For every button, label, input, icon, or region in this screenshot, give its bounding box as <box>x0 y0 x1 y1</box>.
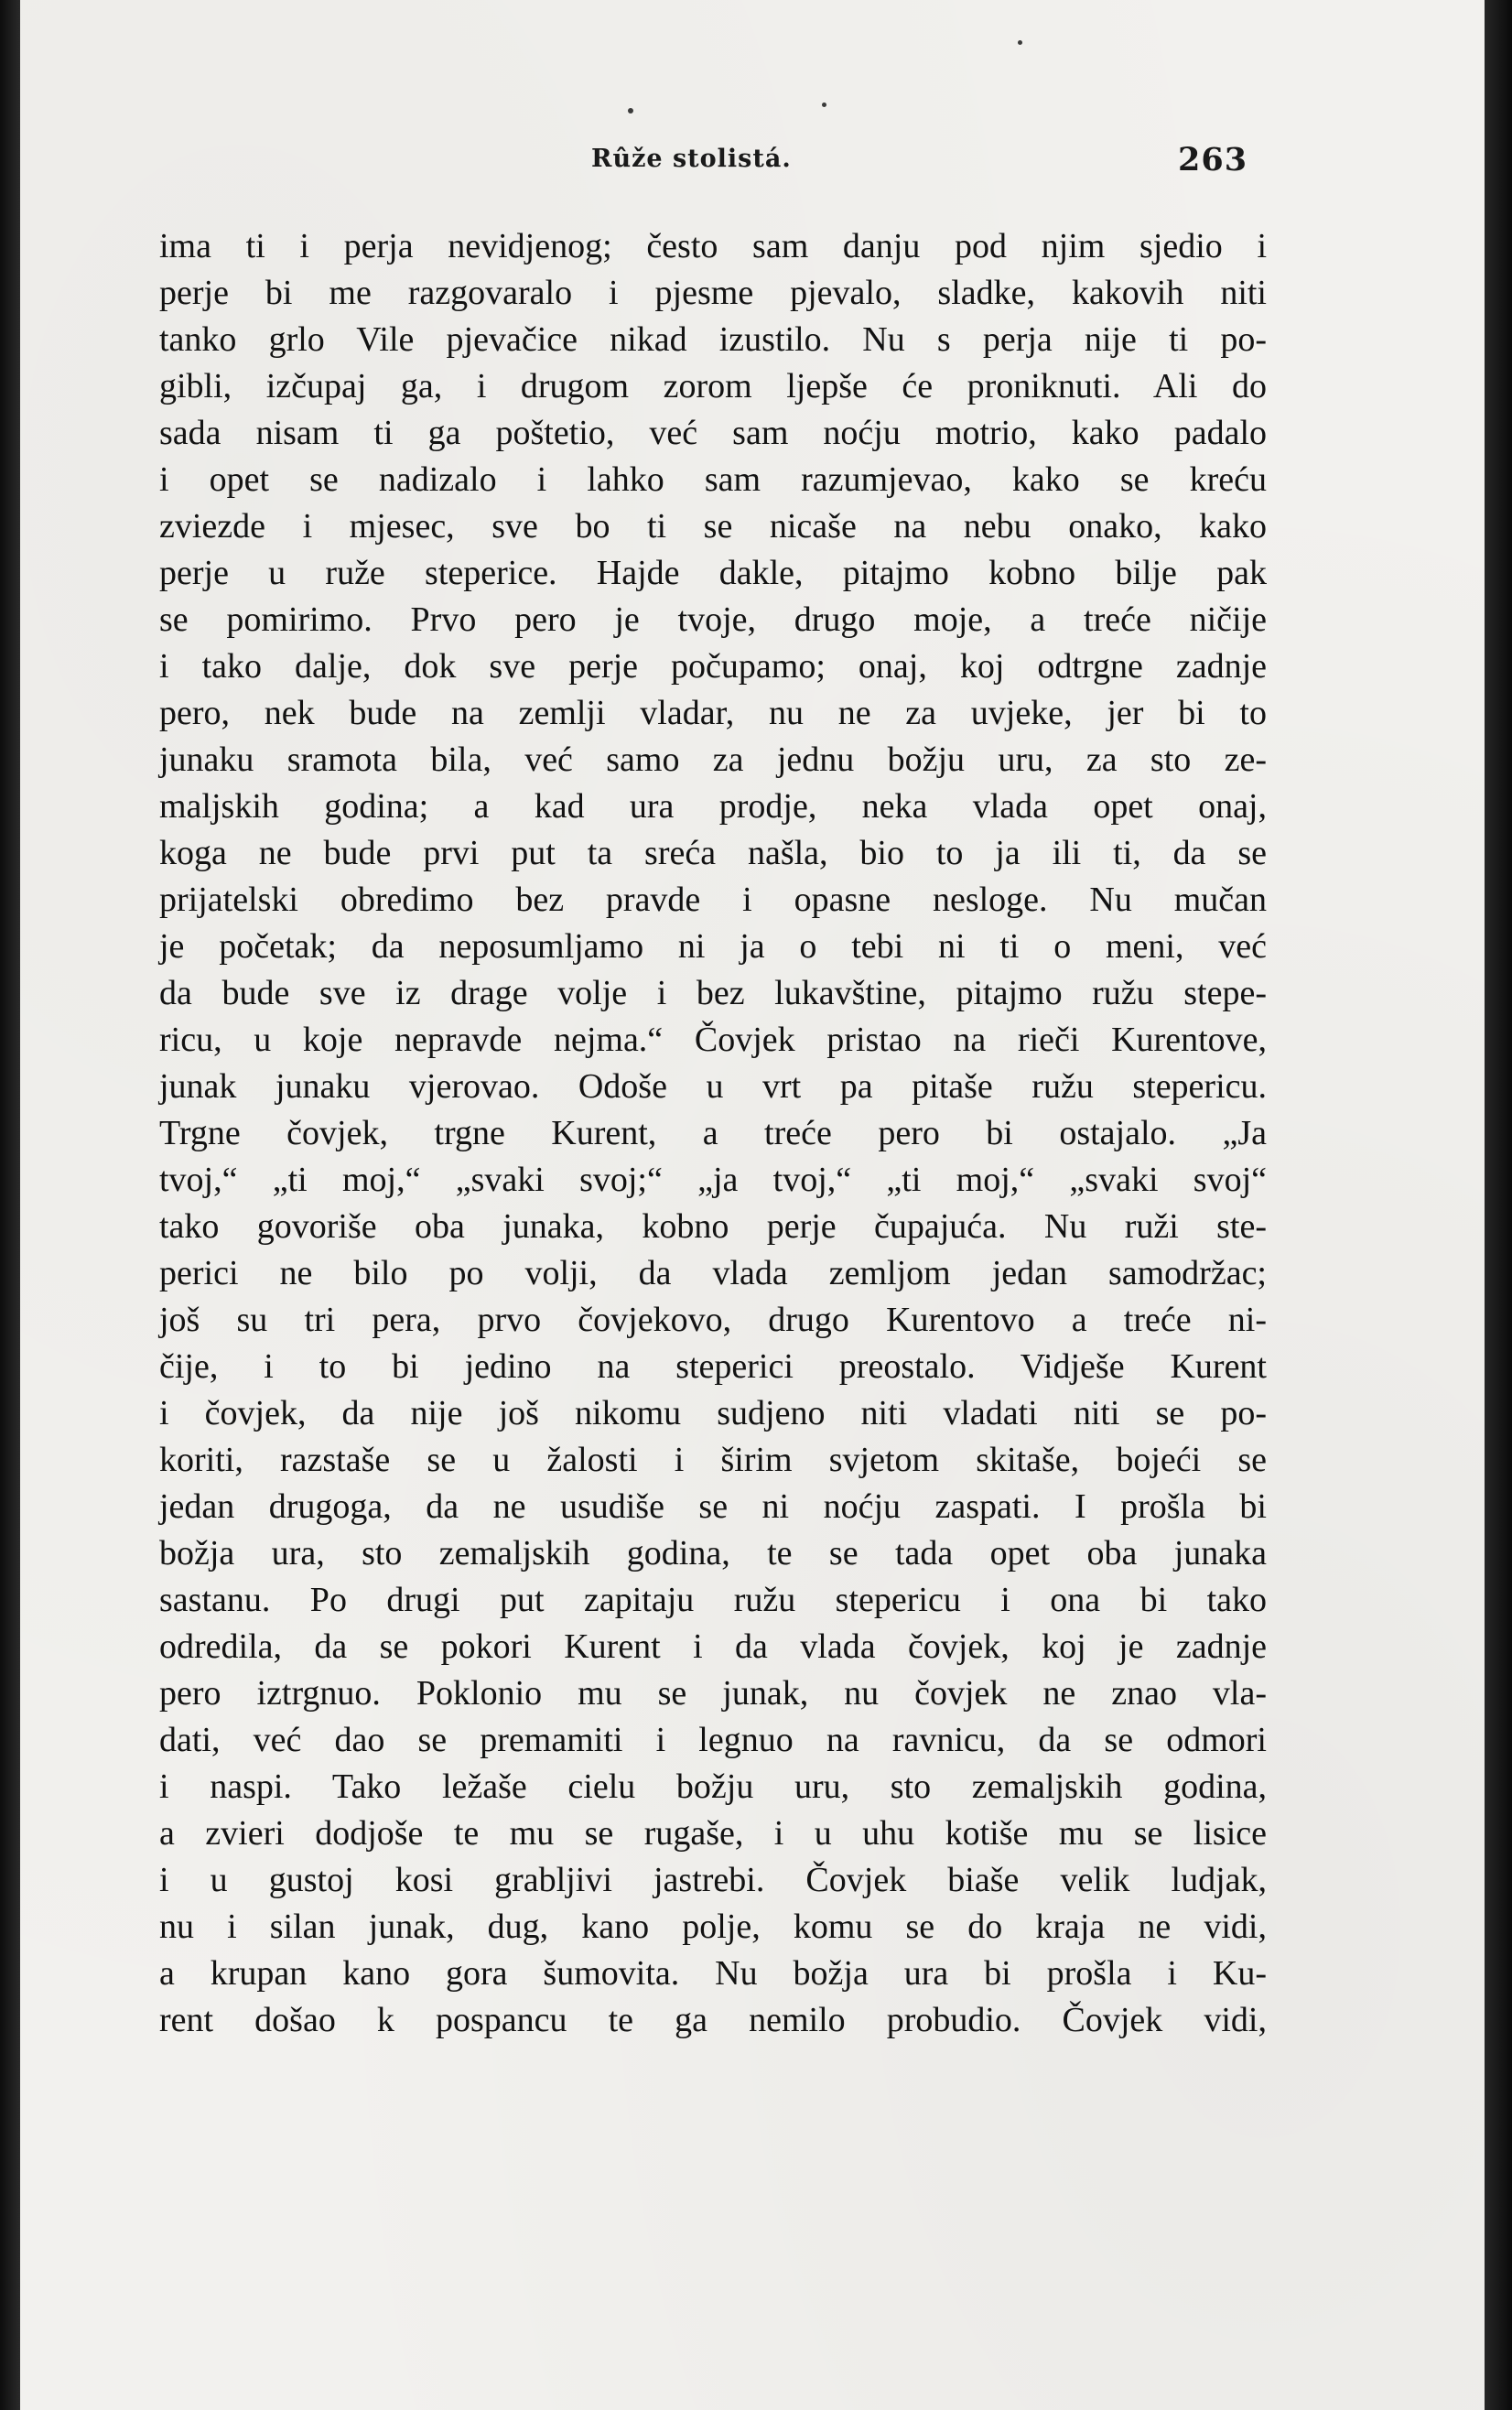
text-line: pero iztrgnuo. Poklonio mu se junak, nu čovjek ne znao vla- <box>159 1674 1267 1713</box>
text-line: tvoj,“ „ti moj,“ „svaki svoj;“ „ja tvoj,“ „ti moj,“ „svaki svoj“ <box>159 1161 1267 1199</box>
text-line: nu i silan junak, dug, kano polje, komu se do kraja ne vidi, <box>159 1907 1267 1946</box>
running-title: Rûže stolistá. <box>591 145 792 173</box>
text-line: koriti, razstaše se u žalosti i širim svjetom skitaše, bojeći se <box>159 1441 1267 1479</box>
ink-speck <box>1018 40 1022 45</box>
text-line: gibli, izčupaj ga, i drugom zorom ljepše će proniknuti. Ali do <box>159 367 1267 405</box>
text-line: tako govoriše oba junaka, kobno perje čupajuća. Nu ruži ste- <box>159 1207 1267 1246</box>
ink-speck <box>628 108 633 113</box>
page-number: 263 <box>1178 141 1248 178</box>
text-line: zviezde i mjesec, sve bo ti se nicaše na nebu onako, kako <box>159 507 1267 546</box>
text-line: odredila, da se pokori Kurent i da vlada čovjek, koj je zadnje <box>159 1627 1267 1666</box>
text-line: koga ne bude prvi put ta sreća našla, bio to ja ili ti, da se <box>159 834 1267 872</box>
text-line: i u gustoj kosi grabljivi jastrebi. Čovjek biaše velik ludjak, <box>159 1861 1267 1899</box>
scan-border-right <box>1485 0 1512 2410</box>
text-line: dati, već dao se premamiti i legnuo na ravnicu, da se odmori <box>159 1721 1267 1759</box>
ink-speck <box>822 103 826 107</box>
text-line: jedan drugoga, da ne usudiše se ni noćju zaspati. I prošla bi <box>159 1487 1267 1526</box>
text-line: sastanu. Po drugi put zapitaju ružu stepericu i ona bi tako <box>159 1581 1267 1619</box>
text-line: Trgne čovjek, trgne Kurent, a treće pero bi ostajalo. „Ja <box>159 1114 1267 1152</box>
text-line: rent došao k pospancu te ga nemilo probudio. Čovjek vidi, <box>159 2001 1267 2039</box>
text-line: perici ne bilo po volji, da vlada zemljom jedan samodržac; <box>159 1254 1267 1292</box>
text-line: pero, nek bude na zemlji vladar, nu ne za uvjeke, jer bi to <box>159 694 1267 732</box>
text-line: i tako dalje, dok sve perje počupamo; onaj, koj odtrgne zadnje <box>159 647 1267 686</box>
text-line: čije, i to bi jedino na steperici preostalo. Vidješe Kurent <box>159 1347 1267 1386</box>
text-line: i opet se nadizalo i lahko sam razumjevao, kako se kreću <box>159 460 1267 499</box>
text-line: još su tri pera, prvo čovjekovo, drugo Kurentovo a treće ni- <box>159 1301 1267 1339</box>
text-line: perje u ruže steperice. Hajde dakle, pitajmo kobno bilje pak <box>159 554 1267 592</box>
running-head <box>20 141 1485 190</box>
text-line: perje bi me razgovaralo i pjesme pjevalo, sladke, kakovih niti <box>159 274 1267 312</box>
text-line: junak junaku vjerovao. Odoše u vrt pa pitaše ružu stepericu. <box>159 1067 1267 1106</box>
text-line: a krupan kano gora šumovita. Nu božja ura bi prošla i Ku- <box>159 1954 1267 1993</box>
body-text <box>159 223 1267 2044</box>
text-line: a zvieri dodjoše te mu se rugaše, i u uhu kotiše mu se lisice <box>159 1814 1267 1853</box>
text-line: se pomirimo. Prvo pero je tvoje, drugo moje, a treće ničije <box>159 600 1267 639</box>
text-line: tanko grlo Vile pjevačice nikad izustilo. Nu s perja nije ti po- <box>159 320 1267 359</box>
text-line: junaku sramota bila, već samo za jednu božju uru, za sto ze- <box>159 740 1267 779</box>
text-line: ricu, u koje nepravde nejma.“ Čovjek pristao na rieči Kurentove, <box>159 1021 1267 1059</box>
text-line: je početak; da neposumljamo ni ja o tebi ni ti o meni, već <box>159 927 1267 966</box>
scan-border-left <box>0 0 20 2410</box>
book-page <box>20 0 1485 2410</box>
text-line: prijatelski obredimo bez pravde i opasne nesloge. Nu mučan <box>159 881 1267 919</box>
text-line: sada nisam ti ga poštetio, već sam noćju motrio, kako padalo <box>159 414 1267 452</box>
text-line: ima ti i perja nevidjenog; često sam danju pod njim sjedio i <box>159 227 1267 265</box>
text-line: i čovjek, da nije još nikomu sudjeno niti vladati niti se po- <box>159 1394 1267 1432</box>
text-line: da bude sve iz drage volje i bez lukavštine, pitajmo ružu stepe- <box>159 974 1267 1012</box>
text-line: božja ura, sto zemaljskih godina, te se tada opet oba junaka <box>159 1534 1267 1572</box>
text-line: i naspi. Tako ležaše cielu božju uru, sto zemaljskih godina, <box>159 1767 1267 1806</box>
text-line: maljskih godina; a kad ura prodje, neka vlada opet onaj, <box>159 787 1267 826</box>
